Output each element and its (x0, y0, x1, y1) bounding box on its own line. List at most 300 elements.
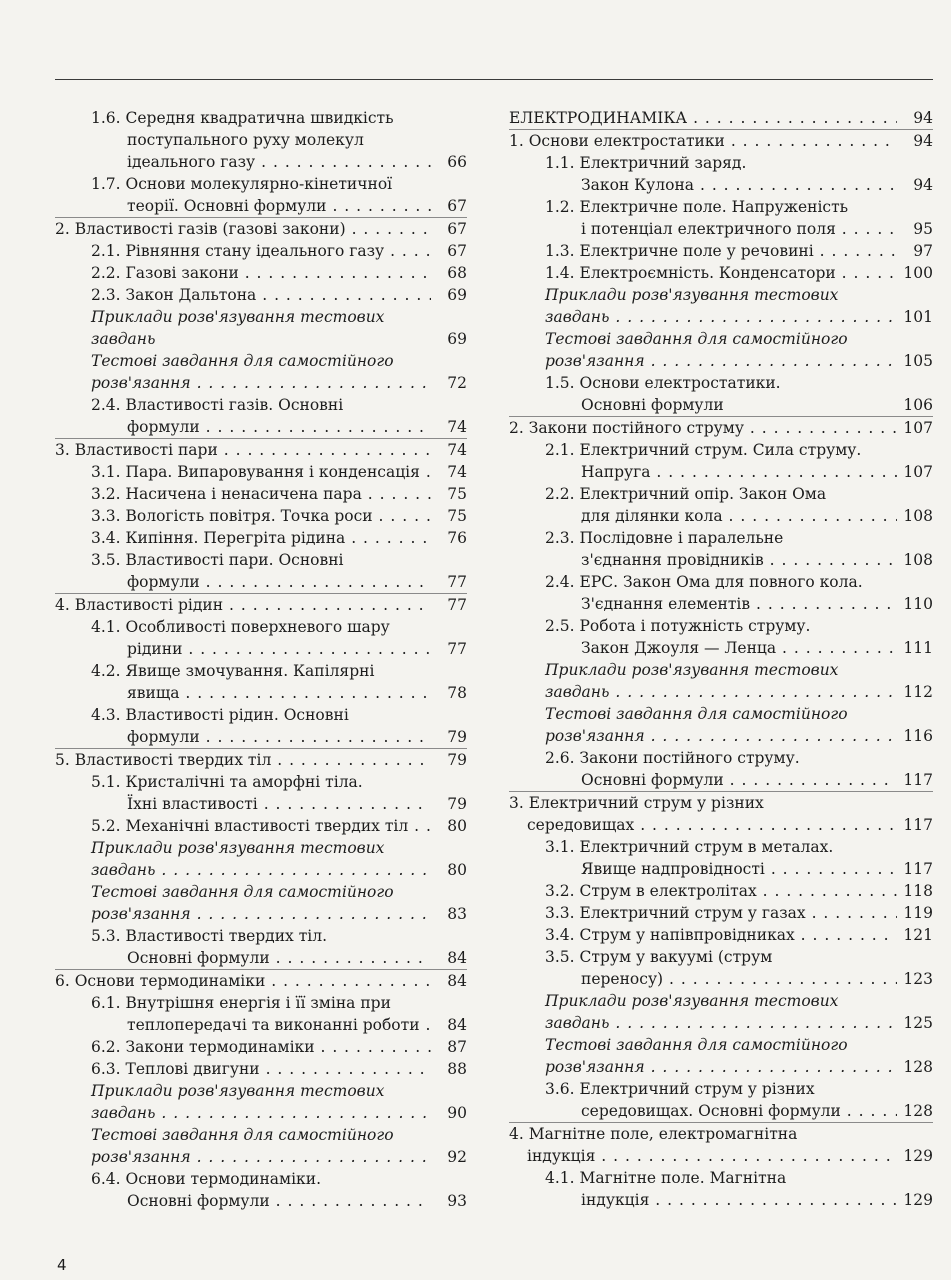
toc-entry-text: Тестові завдання для самостійного (545, 705, 848, 723)
toc-entry (55, 1146, 467, 1168)
toc-page-number: 117 (903, 816, 933, 834)
toc-entry-title (55, 1190, 431, 1212)
toc-entry-title (55, 527, 431, 549)
dot-leader (346, 220, 431, 238)
toc-entry (55, 483, 467, 505)
toc-entry (509, 747, 933, 769)
toc-entry-title (55, 638, 431, 660)
toc-entry-title (509, 1078, 897, 1100)
toc-entry (55, 372, 467, 394)
toc-entry-text: формули (127, 418, 200, 436)
toc-entry-text: 3.4. Кипіння. Перегріта рідина (91, 529, 346, 547)
toc-entry-title (55, 461, 431, 483)
toc-page-number: 90 (447, 1104, 467, 1122)
toc-entry-title (55, 218, 431, 240)
toc-entry-title (509, 792, 897, 814)
toc-entry (509, 681, 933, 703)
toc-entry (55, 660, 467, 682)
toc-entry-text: 2.3. Закон Дальтона (91, 286, 257, 304)
dot-leader (239, 264, 431, 282)
toc-entry-title (55, 1102, 431, 1124)
toc-entry (509, 946, 933, 968)
toc-page-number: 75 (447, 507, 467, 525)
dot-leader (200, 418, 431, 436)
toc-entry-text: 1.4. Електроємність. Конденсатори (545, 264, 836, 282)
dot-leader (723, 507, 897, 525)
dot-leader (200, 728, 431, 746)
toc-page-number: 128 (903, 1058, 933, 1076)
toc-entry (509, 1145, 933, 1167)
toc-entry (509, 107, 933, 129)
dot-leader (694, 176, 897, 194)
toc-entry (55, 217, 467, 240)
toc-page-number: 117 (903, 771, 933, 789)
toc-entry-text: 5. Властивості твердих тіл (55, 751, 272, 769)
dot-leader (836, 264, 897, 282)
toc-entry (509, 416, 933, 439)
toc-page-number: 79 (447, 795, 467, 813)
toc-entry-text: 6. Основи термодинаміки (55, 972, 266, 990)
toc-entry (509, 1078, 933, 1100)
toc-entry-text: 6.3. Теплові двигуни (91, 1060, 260, 1078)
toc-entry (509, 571, 933, 593)
toc-entry (509, 858, 933, 880)
toc-entry-text: ідеального газу (127, 153, 256, 171)
toc-entry-text: 3. Електричний струм у різних (509, 794, 764, 812)
toc-entry-title (55, 1058, 431, 1080)
toc-entry-title (55, 549, 431, 571)
toc-entry (509, 240, 933, 262)
toc-entry (509, 637, 933, 659)
toc-entry (55, 859, 467, 881)
toc-page-number: 111 (903, 639, 933, 657)
dot-leader (836, 220, 897, 238)
page-number: 4 (57, 1256, 67, 1274)
toc-entry-text: Приклади розв'язування тестових (91, 1082, 385, 1100)
toc-entry (55, 240, 467, 262)
toc-entry (55, 1102, 467, 1124)
toc-entry-text: і потенціал електричного поля (581, 220, 836, 238)
toc-entry (509, 769, 933, 791)
toc-entry-text: 3.6. Електричний струм у різних (545, 1080, 815, 1098)
toc-entry-text: теорії. Основні формули (127, 197, 327, 215)
toc-entry-text: 1.1. Електричний заряд. (545, 154, 747, 172)
toc-entry (55, 416, 467, 438)
toc-entry-title (55, 372, 431, 394)
toc-entry-title (509, 659, 897, 681)
toc-page-number: 87 (447, 1038, 467, 1056)
toc-entry (55, 306, 467, 328)
toc-entry-text: індукція (527, 1147, 596, 1165)
toc-entry-title (509, 1123, 897, 1145)
toc-entry (55, 1190, 467, 1212)
toc-entry-title (55, 616, 431, 638)
toc-entry (55, 616, 467, 638)
toc-entry-title (55, 306, 431, 328)
dot-leader (420, 1016, 431, 1034)
dot-leader (687, 109, 897, 127)
toc-page-number: 68 (447, 264, 467, 282)
toc-entry (55, 1036, 467, 1058)
toc-page-number: 92 (447, 1148, 467, 1166)
toc-entry-text: поступального руху молекул (127, 131, 364, 149)
toc-entry-title (55, 837, 431, 859)
dot-leader (271, 751, 431, 769)
toc-entry (509, 505, 933, 527)
toc-entry-text: Напруга (581, 463, 651, 481)
toc-entry (509, 196, 933, 218)
toc-entry (509, 152, 933, 174)
toc-entry (509, 1189, 933, 1211)
dot-leader (795, 926, 897, 944)
toc-entry-text: Основні формули (127, 1192, 270, 1210)
toc-entry-title (509, 350, 897, 372)
toc-page-number: 83 (447, 905, 467, 923)
dot-leader (191, 905, 431, 923)
dot-leader (258, 795, 431, 813)
toc-entry-text: завдань (91, 330, 156, 348)
toc-entry-title (509, 461, 897, 483)
toc-entry-title (55, 483, 431, 505)
toc-entry (55, 1080, 467, 1102)
header-rule (55, 79, 933, 80)
toc-entry-title (55, 1146, 431, 1168)
dot-leader (180, 684, 432, 702)
dot-leader (595, 1147, 897, 1165)
toc-page-number: 123 (903, 970, 933, 988)
toc-entry-title (55, 970, 431, 992)
toc-entry-text: Приклади розв'язування тестових (545, 992, 839, 1010)
toc-entry (509, 1034, 933, 1056)
toc-page-number: 106 (903, 396, 933, 414)
dot-leader (384, 242, 431, 260)
toc-entry-text: 2.2. Газові закони (91, 264, 239, 282)
toc-entry-title (509, 769, 897, 791)
toc-entry-title (55, 350, 431, 372)
toc-page-number: 67 (447, 197, 467, 215)
toc-entry-title (509, 152, 897, 174)
toc-entry-title (509, 240, 897, 262)
toc-entry-text: рідини (127, 640, 183, 658)
dot-leader (645, 727, 897, 745)
toc-entry (509, 129, 933, 152)
toc-entry (509, 968, 933, 990)
toc-entry (509, 284, 933, 306)
toc-entry-text: 3.1. Електричний струм в металах. (545, 838, 834, 856)
toc-entry-title (55, 416, 431, 438)
dot-leader (255, 153, 431, 171)
toc-entry (509, 350, 933, 372)
toc-entry-title (55, 947, 431, 969)
toc-entry (55, 1058, 467, 1080)
toc-entry (55, 925, 467, 947)
toc-entry (55, 815, 467, 837)
toc-entry-title (55, 925, 431, 947)
toc-entry-text: 1.3. Електричне поле у речовині (545, 242, 814, 260)
toc-page-number: 129 (903, 1147, 933, 1165)
dot-leader (609, 1014, 897, 1032)
toc-page-number: 84 (447, 949, 467, 967)
toc-entry (509, 593, 933, 615)
toc-entry-title (55, 1080, 431, 1102)
toc-entry-title (509, 107, 897, 129)
dot-leader (155, 861, 431, 879)
toc-page-number: 93 (447, 1192, 467, 1210)
toc-entry-title (509, 1012, 897, 1034)
toc-entry (509, 791, 933, 814)
toc-entry (55, 593, 467, 616)
toc-entry-text: 2.1. Рівняння стану ідеального газу (91, 242, 385, 260)
toc-entry-text: 2.2. Електричний опір. Закон Ома (545, 485, 827, 503)
toc-entry-title (55, 394, 431, 416)
toc-entry (55, 173, 467, 195)
toc-entry-text: Тестові завдання для самостійного (91, 883, 394, 901)
dot-leader (200, 573, 431, 591)
dot-leader (191, 374, 431, 392)
toc-entry-title (55, 726, 431, 748)
toc-entry-text: 4.1. Особливості поверхневого шару (91, 618, 390, 636)
toc-entry-title (509, 439, 897, 461)
dot-leader (373, 507, 431, 525)
toc-page-number: 107 (903, 463, 933, 481)
toc-entry-text: Закон Кулона (581, 176, 695, 194)
toc-page-number: 118 (903, 882, 933, 900)
toc-entry-text: Їхні властивості (127, 795, 258, 813)
toc-entry-title (55, 328, 431, 350)
toc-entry (55, 394, 467, 416)
toc-entry-text: 1.6. Середня квадратична швидкість (91, 109, 394, 127)
toc-page-number: 100 (903, 264, 933, 282)
toc-entry-title (509, 483, 897, 505)
toc-page-number: 72 (447, 374, 467, 392)
dot-leader (814, 242, 897, 260)
toc-entry-title (509, 394, 897, 416)
dot-leader (645, 352, 897, 370)
toc-entry (509, 1122, 933, 1145)
dot-leader (609, 683, 897, 701)
toc-page-number: 84 (447, 1016, 467, 1034)
toc-page-number: 94 (913, 176, 933, 194)
toc-entry-title (55, 903, 431, 925)
toc-entry-text: 3.5. Властивості пари. Основні (91, 551, 344, 569)
dot-leader (750, 595, 897, 613)
toc-entry (509, 483, 933, 505)
toc-entry (55, 771, 467, 793)
toc-entry-title (55, 749, 431, 771)
toc-entry-text: 1.7. Основи молекулярно-кінетичної (91, 175, 393, 193)
toc-page-number: 94 (913, 132, 933, 150)
toc-entry (55, 1014, 467, 1036)
toc-entry-text: розв'язання (545, 727, 645, 745)
toc-entry (55, 151, 467, 173)
toc-entry-title (509, 593, 897, 615)
toc-entry-title (509, 1145, 897, 1167)
toc-entry-title (55, 439, 431, 461)
toc-entry (55, 284, 467, 306)
toc-entry-title (55, 881, 431, 903)
toc-page-number: 74 (447, 463, 467, 481)
toc-entry (509, 1100, 933, 1122)
toc-entry-title (55, 859, 431, 881)
toc-entry-text: 5.3. Властивості твердих тіл. (91, 927, 328, 945)
dot-leader (841, 1102, 897, 1120)
toc-entry (55, 350, 467, 372)
toc-entry-text: розв'язання (91, 905, 191, 923)
toc-entry (509, 1056, 933, 1078)
toc-entry-title (55, 151, 431, 173)
dot-leader (776, 639, 897, 657)
toc-entry-title (55, 594, 431, 616)
toc-entry-title (509, 328, 897, 350)
toc-entry-text: Основні формули (127, 949, 270, 967)
toc-entry (55, 107, 467, 129)
toc-entry (509, 549, 933, 571)
toc-entry-title (55, 771, 431, 793)
toc-entry-title (509, 1100, 897, 1122)
dot-leader (315, 1038, 431, 1056)
toc-entry-title (509, 306, 897, 328)
toc-entry-text: 1.2. Електричне поле. Напруженість (545, 198, 849, 216)
dot-leader (649, 1191, 897, 1209)
toc-entry (55, 1124, 467, 1146)
toc-entry (55, 992, 467, 1014)
toc-entry-text: середовищах. Основні формули (581, 1102, 841, 1120)
dot-leader (260, 1060, 431, 1078)
toc-page-number: 116 (903, 727, 933, 745)
toc-entry-title (55, 1124, 431, 1146)
toc-entry-text: завдань (91, 1104, 156, 1122)
toc-entry-text: Приклади розв'язування тестових (545, 286, 839, 304)
toc-entry-text: завдань (545, 683, 610, 701)
toc-entry (509, 990, 933, 1012)
toc-entry (509, 703, 933, 725)
toc-entry-text: завдань (545, 1014, 610, 1032)
toc-entry-title (509, 1167, 897, 1189)
toc-entry-title (509, 505, 897, 527)
toc-entry-text: середовищах (527, 816, 635, 834)
toc-entry (55, 505, 467, 527)
toc-entry-title (509, 725, 897, 747)
toc-entry (55, 527, 467, 549)
toc-entry-title (509, 196, 897, 218)
toc-entry (55, 704, 467, 726)
toc-entry-text: 4. Магнітне поле, електромагнітна (509, 1125, 798, 1143)
toc-entry-text: 6.1. Внутрішня енергія і її зміна при (91, 994, 391, 1012)
toc-page-number: 117 (903, 860, 933, 878)
toc-page-number: 80 (447, 861, 467, 879)
toc-entry-title (55, 284, 431, 306)
toc-entry-title (55, 815, 431, 837)
toc-page-number: 107 (903, 419, 933, 437)
toc-entry-title (55, 505, 431, 527)
dot-leader (663, 970, 897, 988)
toc-entry-title (509, 637, 897, 659)
toc-entry (55, 903, 467, 925)
toc-page-number: 108 (903, 551, 933, 569)
toc-entry (509, 615, 933, 637)
toc-page-number: 77 (447, 573, 467, 591)
toc-entry (55, 947, 467, 969)
toc-entry-title (509, 262, 897, 284)
toc-entry (55, 461, 467, 483)
toc-entry (55, 682, 467, 704)
dot-leader (191, 1148, 431, 1166)
toc-entry (509, 1167, 933, 1189)
toc-page-number: 77 (447, 596, 467, 614)
toc-entry-title (509, 902, 897, 924)
toc-entry-text: завдань (545, 308, 610, 326)
dot-leader (724, 771, 897, 789)
toc-entry-text: 3.4. Струм у напівпровідниках (545, 926, 795, 944)
toc-entry-title (55, 571, 431, 593)
toc-entry-title (55, 1014, 431, 1036)
toc-page-number: 69 (447, 330, 467, 348)
dot-leader (420, 463, 431, 481)
toc-entry-text: розв'язання (91, 374, 191, 392)
toc-page-number: 78 (447, 684, 467, 702)
toc-entry-title (509, 880, 897, 902)
toc-entry-title (55, 793, 431, 815)
dot-leader (155, 1104, 431, 1122)
toc-page-number: 94 (913, 109, 933, 127)
toc-entry-text: 2. Закони постійного струму (509, 419, 744, 437)
dot-leader (764, 551, 897, 569)
toc-page-number: 95 (913, 220, 933, 238)
toc-entry (55, 129, 467, 151)
toc-entry-text: Тестові завдання для самостійного (545, 330, 848, 348)
dot-leader (757, 882, 897, 900)
dot-leader (270, 1192, 431, 1210)
toc-entry-text: 3.3. Вологість повітря. Точка роси (91, 507, 373, 525)
toc-entry-title (509, 946, 897, 968)
toc-entry-text: 3.2. Струм в електролітах (545, 882, 757, 900)
toc-entry-text: 6.2. Закони термодинаміки (91, 1038, 315, 1056)
dot-leader (345, 529, 431, 547)
toc-entry-title (55, 682, 431, 704)
toc-entry-text: 6.4. Основи термодинаміки. (91, 1170, 322, 1188)
toc-page-number: 129 (903, 1191, 933, 1209)
dot-leader (362, 485, 431, 503)
toc-entry-title (509, 703, 897, 725)
toc-entry-title (55, 262, 431, 284)
toc-page-number: 119 (903, 904, 933, 922)
toc-entry-text: розв'язання (545, 1058, 645, 1076)
toc-entry (509, 1012, 933, 1034)
dot-leader (223, 596, 431, 614)
toc-entry-title (509, 549, 897, 571)
toc-entry-title (509, 747, 897, 769)
toc-entry-title (509, 924, 897, 946)
toc-entry-title (509, 284, 897, 306)
toc-entry-text: ЕЛЕКТРОДИНАМІКА (509, 109, 688, 127)
toc-page-number: 67 (447, 220, 467, 238)
toc-entry (509, 439, 933, 461)
toc-entry (55, 262, 467, 284)
toc-entry (509, 394, 933, 416)
toc-page-number: 121 (903, 926, 933, 944)
toc-entry-text: Приклади розв'язування тестових (545, 661, 839, 679)
toc-entry (509, 306, 933, 328)
toc-entry (509, 527, 933, 549)
toc-entry-text: переносу) (581, 970, 664, 988)
toc-page-number: 77 (447, 640, 467, 658)
dot-leader (765, 860, 897, 878)
toc-entry (509, 174, 933, 196)
toc-entry-text: 2.4. Властивості газів. Основні (91, 396, 344, 414)
toc-entry-title (55, 660, 431, 682)
toc-entry (509, 836, 933, 858)
toc-entry-text: 2. Властивості газів (газові закони) (55, 220, 346, 238)
